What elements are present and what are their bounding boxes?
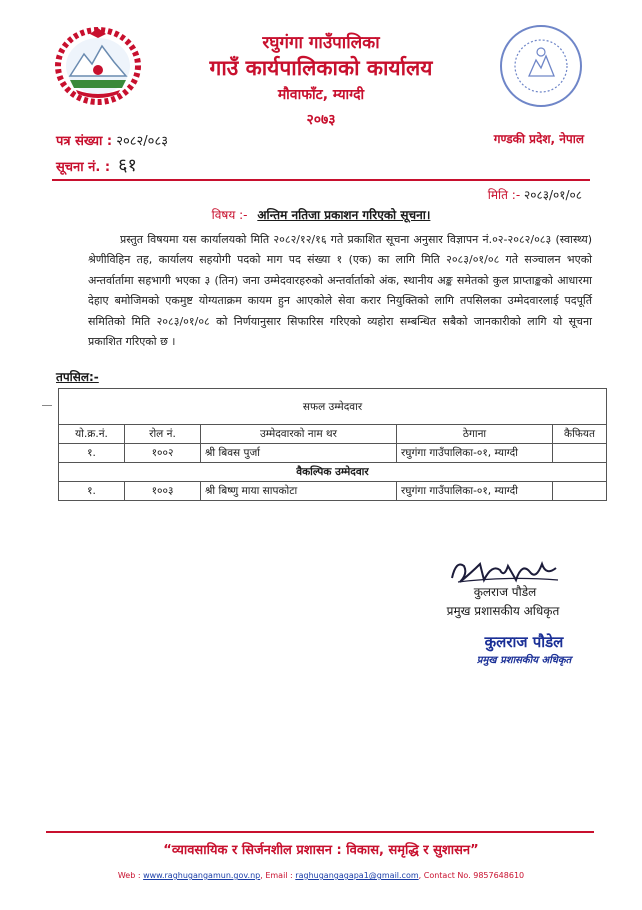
header-divider: [52, 179, 590, 181]
notice-label: सूचना नं. :: [56, 160, 111, 175]
stamp-title: प्रमुख प्रशासकीय अधिकृत: [476, 655, 572, 666]
contact-number: 9857648610: [473, 871, 525, 880]
contact-label: Contact No.: [423, 871, 471, 880]
notice-number: [56, 153, 137, 177]
web-link[interactable]: www.raghugangamun.gov.np: [143, 871, 261, 880]
email-link[interactable]: raghugangagapa1@gmail.com: [295, 871, 419, 880]
cell-address: रघुगंगा गाउँपालिका-०१, म्याग्दी: [397, 444, 553, 463]
details-heading: तपसिल:-: [56, 370, 99, 384]
cell-serial: १.: [59, 482, 125, 501]
cell-serial: १.: [59, 444, 125, 463]
signatory-name: कुलराज पौडेल: [473, 585, 537, 599]
footer-divider: [46, 831, 594, 833]
cell-name: श्री बिष्णु माया सापकोटा: [201, 482, 397, 501]
success-title: सफल उम्मेदवार: [59, 389, 607, 425]
cell-name: श्री बिवस पुर्जा: [201, 444, 397, 463]
reference-number: [56, 131, 168, 149]
notice-date: [488, 186, 582, 203]
establishment-year: २०७३: [306, 112, 336, 128]
office-location: मौवाफाँट, म्याग्दी: [277, 87, 365, 103]
cell-remarks: [553, 482, 607, 501]
cell-address: रघुगंगा गाउँपालिका-०१, म्याग्दी: [397, 482, 553, 501]
subject-label: विषय :-: [211, 208, 248, 222]
margin-mark: [42, 405, 52, 406]
office-name: गाउँ कार्यपालिकाको कार्यालय: [209, 56, 433, 80]
notice-value: ६१: [118, 155, 137, 176]
col-remarks: कैफियत: [553, 425, 607, 444]
results-table: [58, 388, 607, 501]
alt-title: वैकल्पिक उम्मेदवार: [59, 463, 607, 482]
signatory-title: प्रमुख प्रशासकीय अधिकृत: [446, 604, 560, 618]
web-label: Web :: [117, 871, 141, 880]
date-label: मिति :-: [487, 188, 521, 202]
subject-text: अन्तिम नतिजा प्रकाशन गरिएको सूचना।: [257, 208, 431, 222]
col-serial: यो.क्र.नं.: [59, 425, 125, 444]
col-address: ठेगाना: [397, 425, 553, 444]
col-name: उम्मेदवारको नाम थर: [201, 425, 397, 444]
cell-roll: १००२: [125, 444, 201, 463]
cell-remarks: [553, 444, 607, 463]
email-label: Email :: [265, 871, 293, 880]
reference-label: पत्र संख्या :: [56, 134, 113, 149]
date-value: २०८३/०१/०८: [523, 188, 582, 202]
success-title-row: [59, 389, 607, 425]
table-header-row: [59, 425, 607, 444]
footer-motto: “व्यावसायिक र सिर्जनशील प्रशासन : विकास, समृद्धि र सुशासन”: [163, 843, 479, 858]
province-label: गण्डकी प्रदेश, नेपाल: [493, 132, 584, 146]
stamp-name: कुलराज पौडेल: [484, 633, 564, 651]
table-row: [59, 444, 607, 463]
col-roll: रोल नं.: [125, 425, 201, 444]
footer-contact: Web : www.raghugangamun.gov.np, Email : raghugangagapa1@gmail.com, Contact No. 9857648610: [117, 871, 525, 880]
alt-title-row: [59, 463, 607, 482]
cell-roll: १००३: [125, 482, 201, 501]
municipality-name: रघुगंगा गाउँपालिका: [262, 33, 380, 53]
subject-line: [0, 206, 642, 223]
table-row: [59, 482, 607, 501]
notice-body: प्रस्तुत विषयमा यस कार्यालयको मिति २०८२/१२/१६ गते प्रकाशित सूचना अनुसार विज्ञापन नं.०२-२०८२/०८३ (स्वास्थ्य) श्रेणीविहिन तह, कार्यालय सहयोगी पदको माग पद संख्या १ (एक) का लागि मिति २०८३/०१/०८ गते सञ्चालन भएको अन्तर्वार्तामा सहभागी भएका ३ (तिन) जना उम्मेदवारहरुको अन्तर्वार्ताको अंक, स्थानीय अङ्क समेतको कुल प्राप्ताङ्कको आधारमा देहाए बमोजिमको एकमुष्ट योग्यताक्रम कायम हुन आएकोले सेवा करार नियुक्तिको लागि तपसिलका उम्मेदवारलाई पदपूर्ति समितिको मिति २०८३/०१/०८ को निर्णयानुसार सिफारिस गरिएको व्यहोरा सम्बन्धित सबैको जानकारीको लागि यो सूचना प्रकाशित गरिएको छ ।: [88, 233, 592, 349]
reference-value: २०८२/०८३: [116, 134, 168, 149]
